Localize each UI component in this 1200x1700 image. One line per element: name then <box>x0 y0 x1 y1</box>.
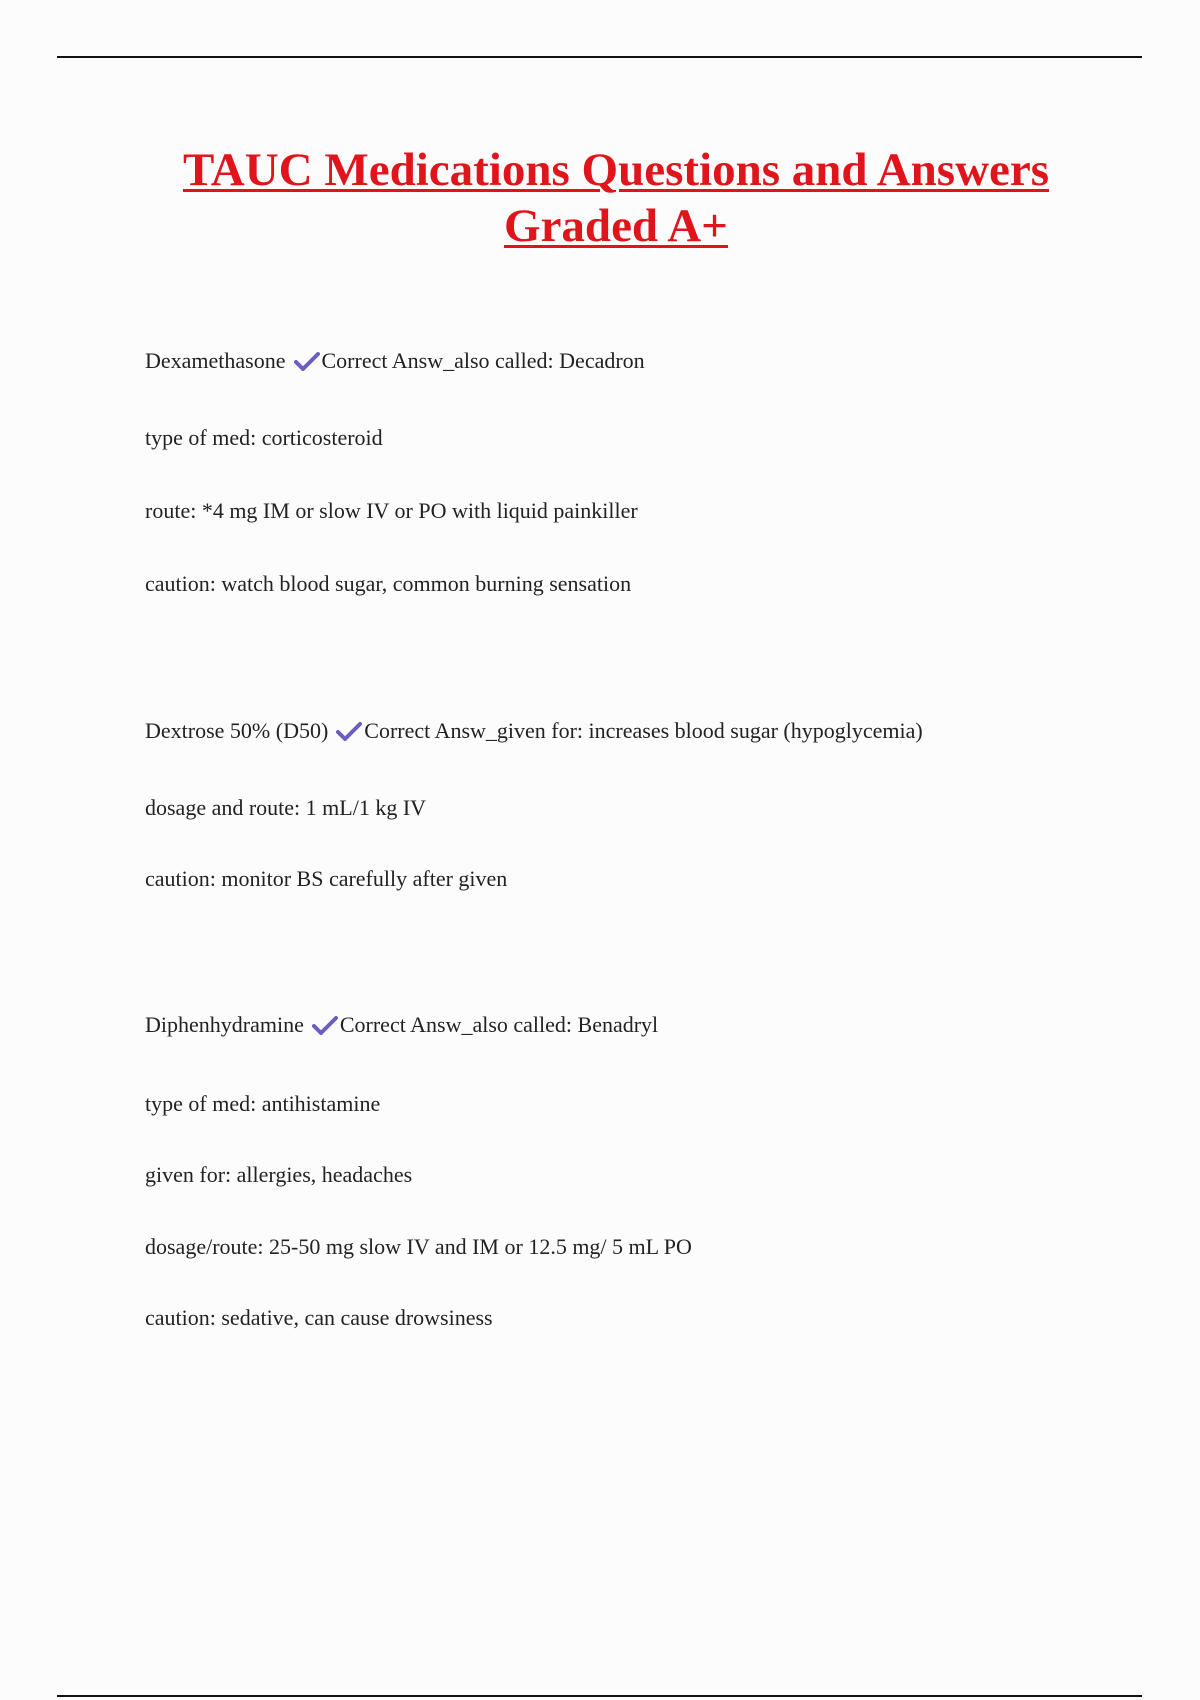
title-line-1: TAUC Medications Questions and Answers <box>182 144 1050 196</box>
question-line <box>145 717 923 745</box>
checkmark-icon <box>312 1015 338 1035</box>
detail-line: caution: monitor BS carefully after given <box>145 866 508 891</box>
bottom-rule <box>57 1695 1142 1697</box>
question-term: Diphenhydramine <box>145 1012 304 1037</box>
checkmark-icon <box>336 721 362 741</box>
detail-line: given for: allergies, headaches <box>145 1162 413 1187</box>
detail-line: type of med: corticosteroid <box>145 425 383 450</box>
detail-line: caution: watch blood sugar, common burning sensation <box>145 571 632 596</box>
detail-line: route: *4 mg IM or slow IV or PO with liquid painkiller <box>145 498 638 523</box>
detail-line: dosage/route: 25-50 mg slow IV and IM or 12.5 mg/ 5 mL PO <box>145 1234 692 1259</box>
answer-text: Correct Answ_also called: Benadryl <box>339 1012 659 1037</box>
title-line-2: Graded A+ <box>504 200 728 252</box>
question-line <box>145 347 645 375</box>
detail-line: dosage and route: 1 mL/1 kg IV <box>145 795 427 820</box>
top-rule <box>57 56 1142 58</box>
question-line <box>145 1011 658 1039</box>
checkmark-icon <box>294 351 320 371</box>
detail-line: caution: sedative, can cause drowsiness <box>145 1305 493 1330</box>
answer-text: Correct Answ_given for: increases blood sugar (hypoglycemia) <box>364 718 923 743</box>
answer-text: Correct Answ_also called: Decadron <box>321 348 645 373</box>
question-term: Dextrose 50% (D50) <box>145 718 329 743</box>
question-term: Dexamethasone <box>145 348 286 373</box>
detail-line: type of med: antihistamine <box>145 1091 381 1116</box>
document-title <box>0 142 1200 254</box>
